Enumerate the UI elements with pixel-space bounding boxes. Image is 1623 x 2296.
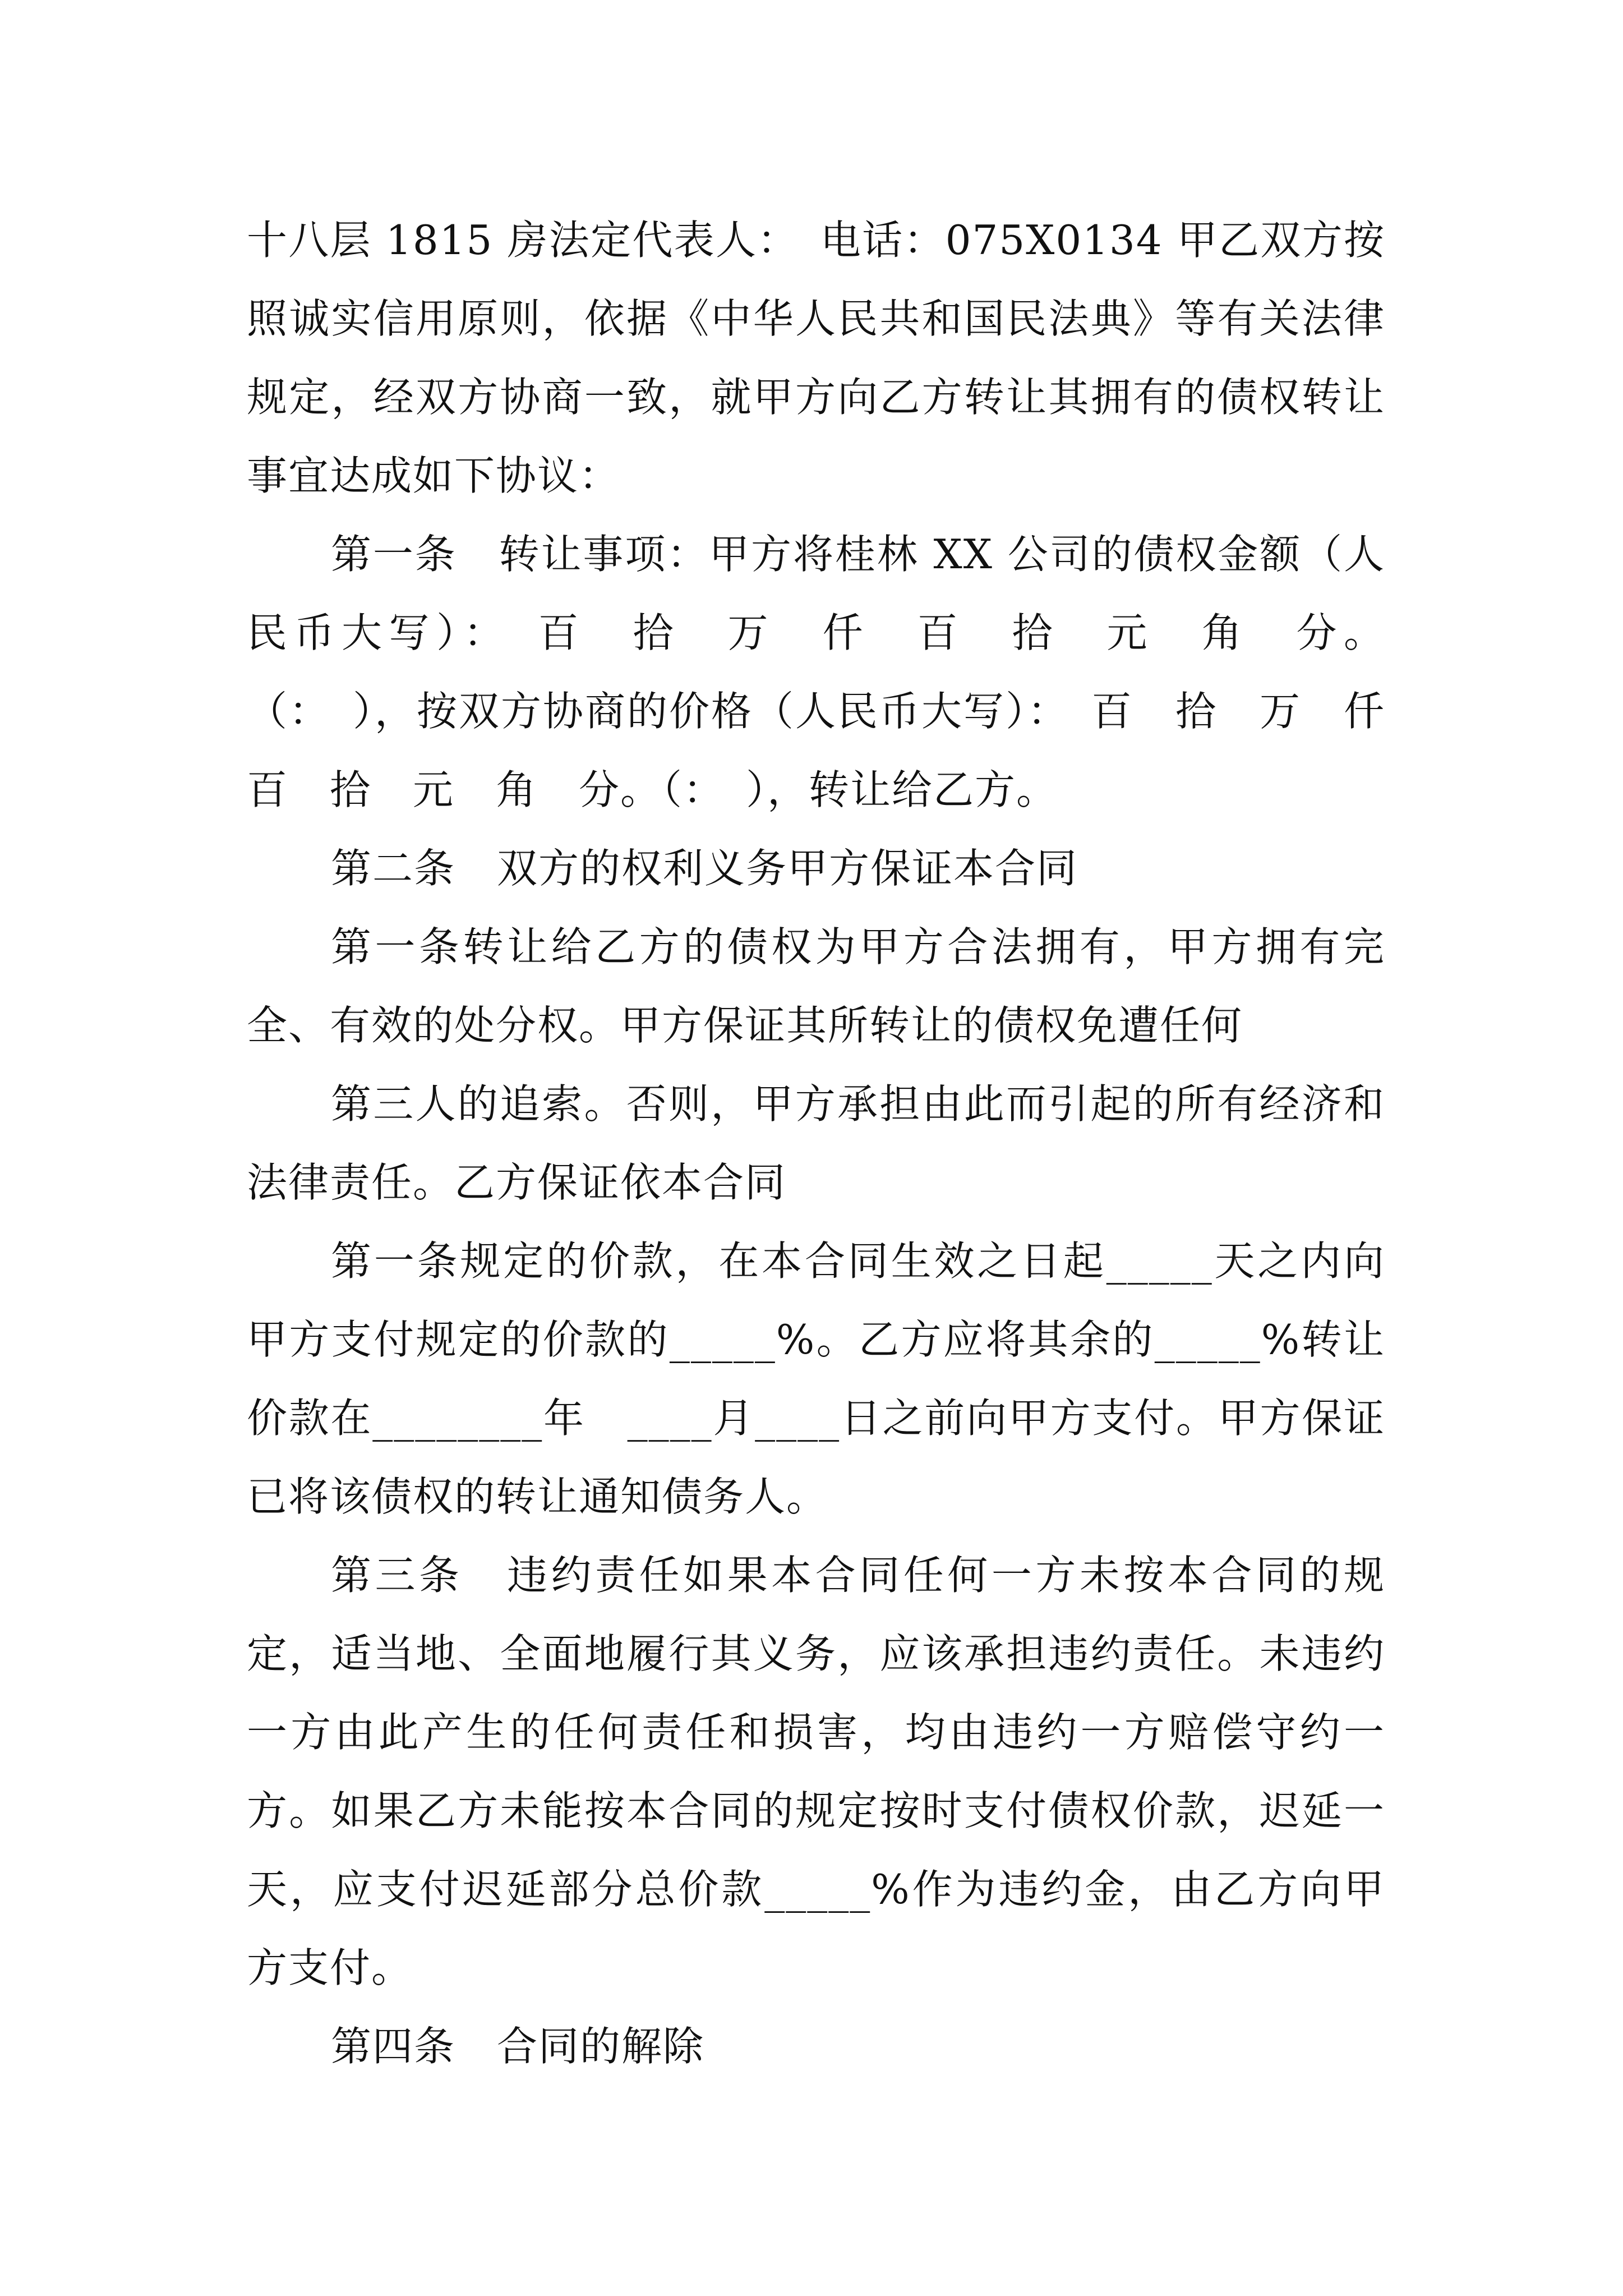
document-body (247, 201, 1427, 2086)
paragraph-article-2: 第二条 双方的权利义务甲方保证本合同 (331, 845, 1078, 892)
paragraph-seller-guarantee: 第一条转让给乙方的债权为甲方合法拥有，甲方拥有完全、有效的处分权。甲方保证其所转让的债权免遭任何 (247, 923, 1385, 1049)
paragraph-third-party-claims: 第三人的追索。否则，甲方承担由此而引起的所有经济和法律责任。乙方保证依本合同 (247, 1080, 1385, 1206)
paragraph-payment-terms: 第一条规定的价款，在本合同生效之日起_____天之内向甲方支付规定的价款的_____%。乙方应将其余的_____%转让价款在________年 ____月____日之前向甲方支付。甲方保证已将该债权的转让通知债务人。 (247, 1237, 1385, 1520)
paragraph-preamble: 十八层 1815 房法定代表人： 电话：075X0134 甲乙双方按照诚实信用原则，依据《中华人民共和国民法典》等有关法律规定，经双方协商一致，就甲方向乙方转让其拥有的债权转让事宜达成如下协议： (247, 217, 1385, 499)
paragraph-article-3-breach: 第三条 违约责任如果本合同任何一方未按本合同的规定，适当地、全面地履行其义务，应该承担违约责任。未违约一方由此产生的任何责任和损害，均由违约一方赔偿守约一方。如果乙方未能按本合同的规定按时支付债权价款，迟延一天，应支付迟延部分总价款_____%作为违约金，由乙方向甲方支付。 (247, 1552, 1385, 1991)
paragraph-article-4-termination: 第四条 合同的解除 (331, 2023, 705, 2070)
paragraph-article-1: 第一条 转让事项：甲方将桂林 XX 公司的债权金额（人民币大写）： 百 拾 万 仟 百 拾 元 角 分。（： ），按双方协商的价格（人民币大写）： 百 拾 万 仟 百 拾 元 角 分。（： ），转让给乙方。 (247, 531, 1427, 813)
